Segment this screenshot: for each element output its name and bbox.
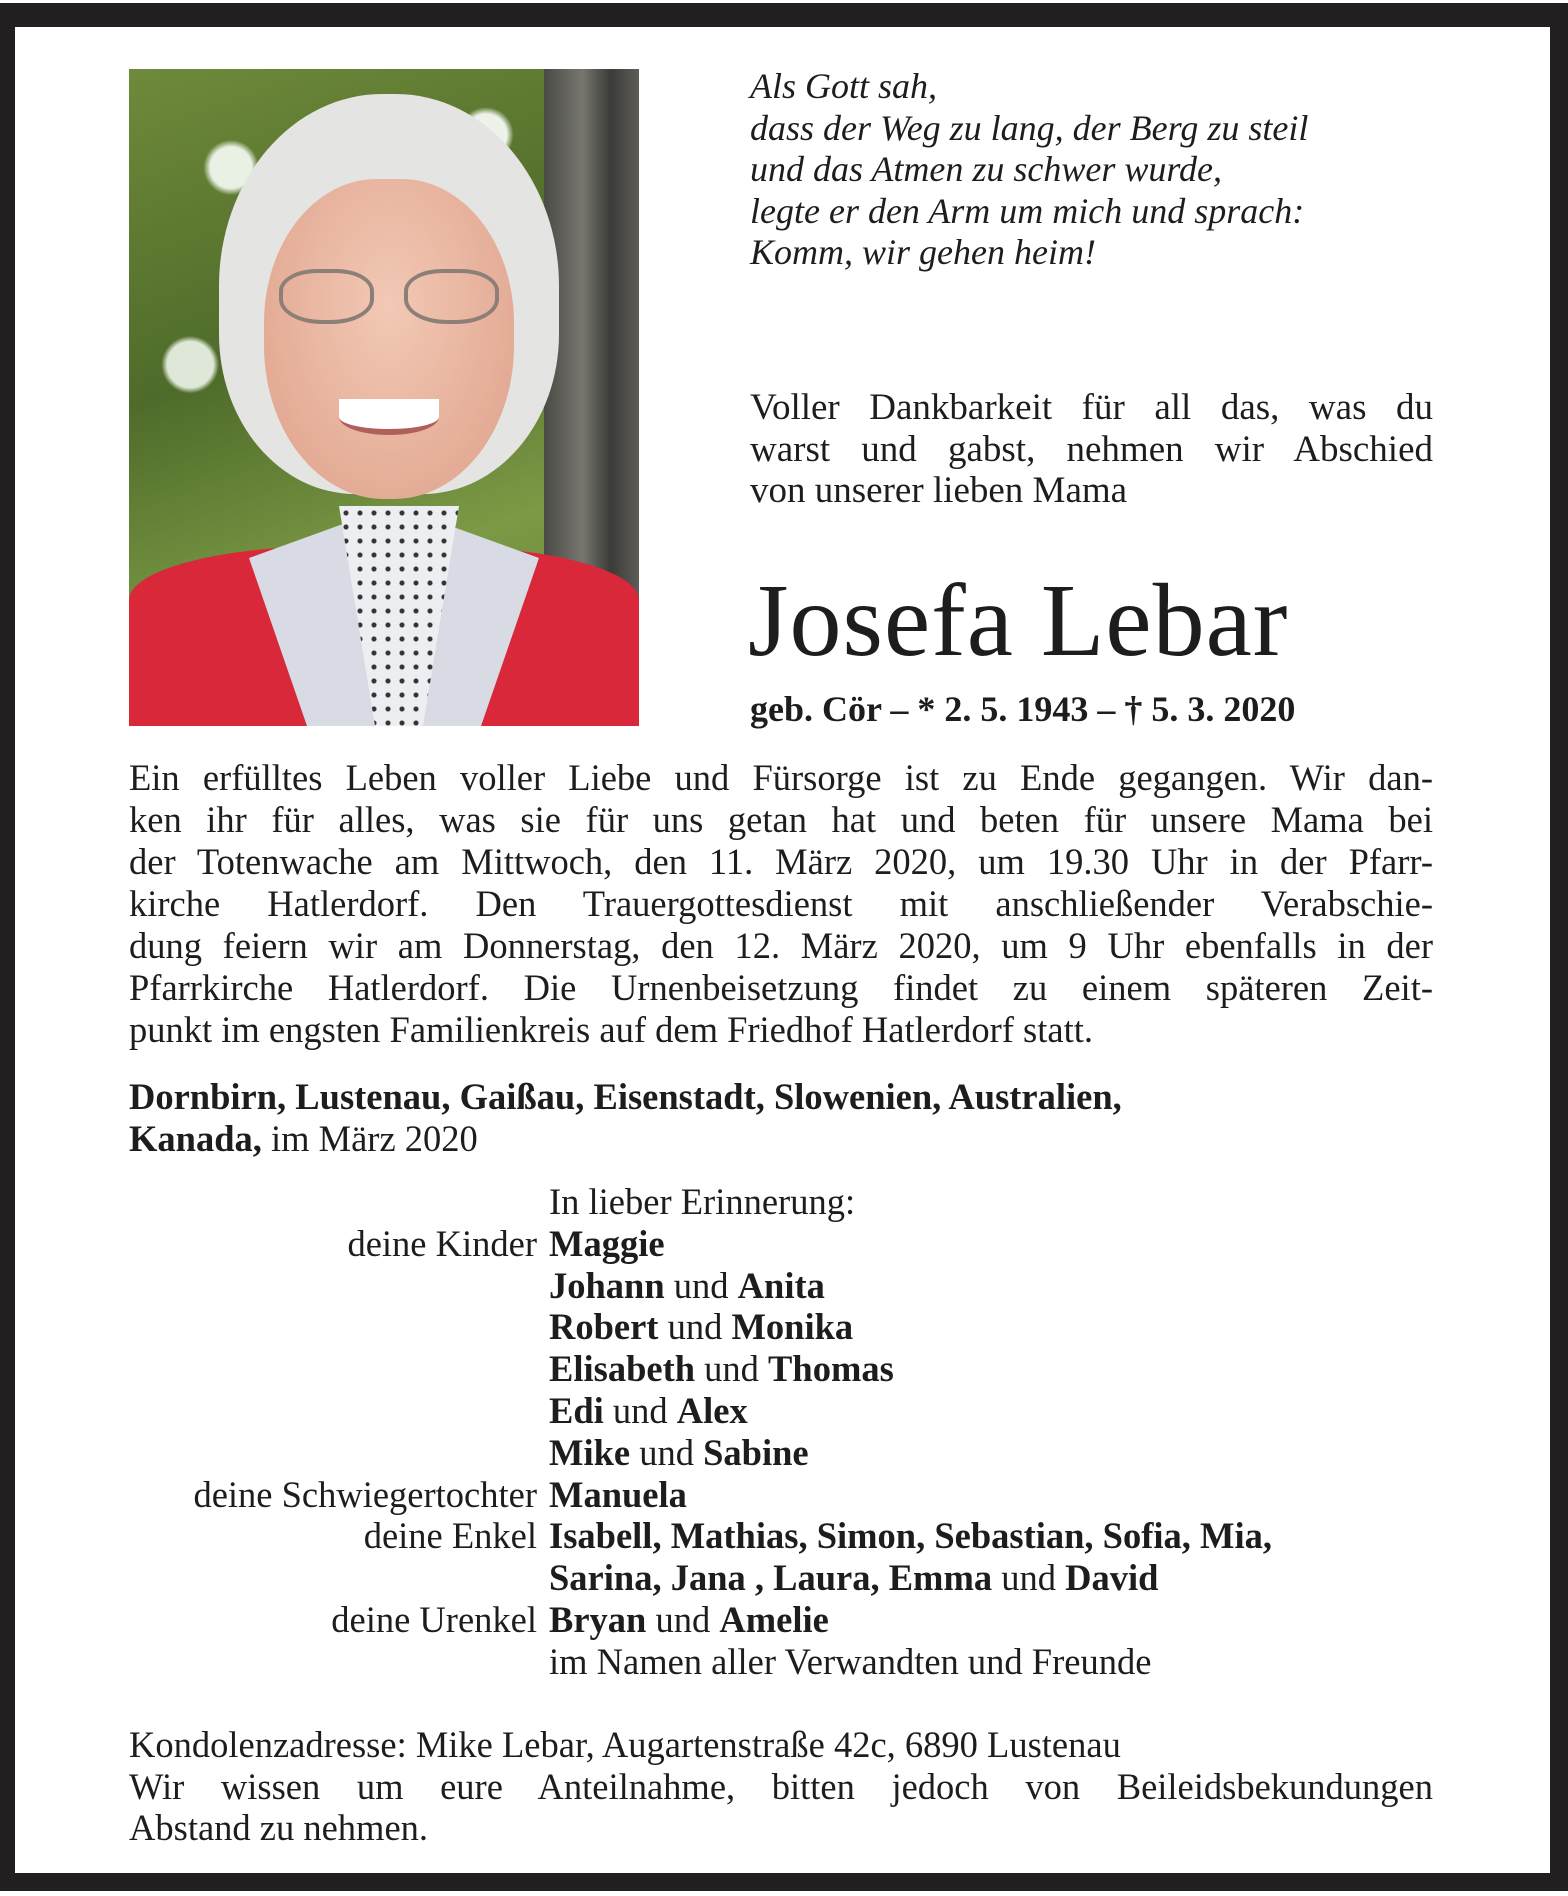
- condolence-section: [129, 1724, 1433, 1849]
- mourner-names: [549, 1599, 829, 1641]
- mourner-row: [0, 1348, 1568, 1390]
- poem-line: und das Atmen zu schwer wurde,: [750, 149, 1222, 190]
- mourner-names: [549, 1181, 855, 1223]
- mourner-name: Thomas: [768, 1348, 894, 1390]
- condolence-address: Kondolenzadresse: Mike Lebar, Augartenstraße 42c, 6890 Lustenau: [129, 1724, 1121, 1765]
- relation-label: deine Schwiegertochter: [193, 1473, 537, 1515]
- mourner-row: [0, 1599, 1568, 1641]
- mourner-names: [549, 1265, 825, 1307]
- mourner-row: [0, 1432, 1568, 1474]
- deceased-name: Josefa Lebar: [748, 563, 1289, 678]
- body-line: punkt im engsten Familienkreis auf dem Friedhof Hatlerdorf statt.: [129, 1009, 1093, 1050]
- connector-text: und: [664, 1264, 738, 1306]
- mourner-row: [0, 1641, 1568, 1683]
- gratitude-line: von unserer lieben Mama: [750, 470, 1128, 512]
- gratitude-line: Voller Dankbarkeit für all das, was du: [750, 387, 1433, 428]
- birth-death-dates: geb. Cör – * 2. 5. 1943 – † 5. 3. 2020: [750, 689, 1296, 729]
- mourner-names: [549, 1432, 809, 1474]
- body-line: Ein erfülltes Leben voller Liebe und Fürsorge ist zu Ende gegangen. Wir dan-: [129, 757, 1433, 798]
- mourner-name: Monika: [731, 1306, 854, 1348]
- mourner-names: [549, 1348, 894, 1390]
- poem-line: legte er den Arm um mich und sprach:: [750, 190, 1305, 231]
- mourner-name: Isabell, Mathias, Simon, Sebastian, Sofia, Mia,: [549, 1515, 1272, 1557]
- places-and-date: [129, 1076, 1122, 1160]
- poem-line: Als Gott sah,: [750, 66, 938, 106]
- mourner-names: [549, 1390, 748, 1432]
- relation-label: [0, 1432, 549, 1474]
- relation-label: deine Enkel: [363, 1515, 537, 1557]
- poem: [750, 66, 1308, 274]
- connector-text: und: [630, 1431, 704, 1473]
- body-line: kirche Hatlerdorf. Den Trauergottesdienst mit anschließender Verabschie-: [129, 883, 1433, 924]
- condolence-note: Abstand zu nehmen.: [129, 1807, 429, 1849]
- mourner-names: [549, 1474, 687, 1516]
- relation-label: deine Urenkel: [331, 1598, 537, 1640]
- mourner-name: Johann: [549, 1264, 665, 1306]
- mourner-row: [0, 1515, 1568, 1557]
- mourner-name: Manuela: [549, 1473, 687, 1515]
- mourner-name: Sarina, Jana , Laura, Emma: [549, 1557, 993, 1599]
- mourner-row: [0, 1474, 1568, 1516]
- body-line: dung feiern wir am Donnerstag, den 12. März 2020, um 9 Uhr ebenfalls in der: [129, 925, 1433, 966]
- relation-label: [0, 1641, 549, 1683]
- announcement-body: [129, 757, 1433, 1051]
- mourner-names: [549, 1515, 1272, 1557]
- mourner-name: Alex: [676, 1389, 748, 1431]
- mourner-name: Elisabeth: [549, 1348, 696, 1390]
- mourners-list: [0, 1181, 1568, 1683]
- body-line: Pfarrkirche Hatlerdorf. Die Urnenbeisetzung findet zu einem späteren Zeit-: [129, 967, 1433, 1008]
- portrait-photo: [129, 69, 639, 726]
- relation-label: [0, 1181, 549, 1223]
- mourner-name: Mike: [549, 1431, 631, 1473]
- body-line: der Totenwache am Mittwoch, den 11. März 2020, um 19.30 Uhr in der Pfarr-: [129, 841, 1433, 882]
- mourner-name: Sabine: [703, 1431, 809, 1473]
- relation-label: [0, 1557, 549, 1599]
- mourner-name: David: [1065, 1557, 1159, 1599]
- places-line-bold: Kanada,: [129, 1118, 262, 1159]
- glasses: [279, 269, 499, 329]
- poem-line: Komm, wir gehen heim!: [750, 232, 1096, 273]
- mourner-name: Maggie: [549, 1222, 665, 1264]
- connector-text: und: [658, 1306, 732, 1348]
- mourner-row: [0, 1223, 1568, 1265]
- gratitude-text: [750, 387, 1433, 512]
- connector-text: und: [695, 1348, 769, 1390]
- mourner-name: Amelie: [719, 1598, 829, 1640]
- mourner-names: [549, 1223, 665, 1265]
- smile: [339, 399, 439, 435]
- mourner-names: [549, 1641, 1151, 1683]
- mourner-name: Robert: [549, 1306, 659, 1348]
- relation-label: [0, 1306, 549, 1348]
- places-line: Dornbirn, Lustenau, Gaißau, Eisenstadt, Slowenien, Australien,: [129, 1076, 1122, 1117]
- relation-label: [0, 1348, 549, 1390]
- relation-label: [0, 1265, 549, 1307]
- mourner-row: [0, 1265, 1568, 1307]
- date-text: im März 2020: [261, 1118, 478, 1159]
- mourner-row: [0, 1181, 1568, 1223]
- mourner-name: Anita: [737, 1264, 825, 1306]
- condolence-note: Wir wissen um eure Anteilnahme, bitten jedoch von Beileidsbekundungen: [129, 1765, 1433, 1807]
- mourner-row: [0, 1306, 1568, 1348]
- connector-text: und: [603, 1389, 677, 1431]
- connector-text: In lieber Erinnerung:: [549, 1181, 856, 1222]
- mourner-name: Edi: [549, 1389, 604, 1431]
- connector-text: und: [646, 1598, 720, 1640]
- poem-line: dass der Weg zu lang, der Berg zu steil: [750, 107, 1309, 148]
- mourner-names: [549, 1306, 853, 1348]
- mourner-row: [0, 1390, 1568, 1432]
- gratitude-line: warst und gabst, nehmen wir Abschied: [750, 428, 1433, 470]
- mourner-row: [0, 1557, 1568, 1599]
- relation-label: deine Kinder: [347, 1222, 537, 1264]
- relation-label: [0, 1390, 549, 1432]
- mourner-names: [549, 1557, 1158, 1599]
- body-line: ken ihr für alles, was sie für uns getan hat und beten für unsere Mama bei: [129, 799, 1433, 840]
- connector-text: im Namen aller Verwandten und Freunde: [549, 1640, 1152, 1682]
- connector-text: und: [992, 1557, 1066, 1599]
- mourner-name: Bryan: [549, 1598, 647, 1640]
- face: [264, 179, 514, 499]
